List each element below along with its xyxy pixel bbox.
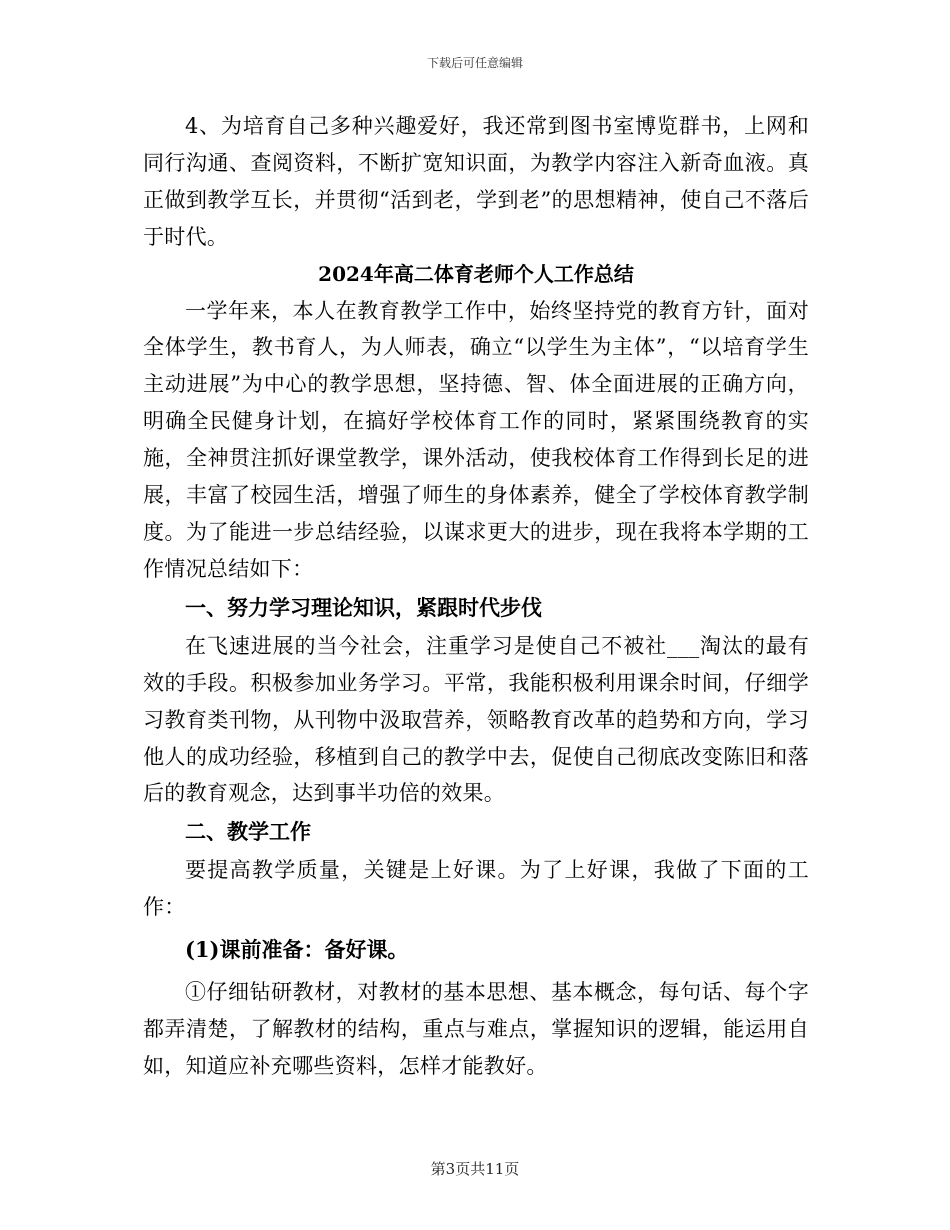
paragraph-learning: 在飞速进展的当今社会，注重学习是使自己不被社___淘汰的最有效的手段。积极参加业务学习。平常，我能积极利用课余时间，仔细学习教育类刊物，从刊物中汲取营养，领略教育改革的趋势和方向，学习他人的成功经验，移植到自己的教学中去，促使自己彻底改变陈旧和落后的教育观念，达到事半功倍的效果。 bbox=[143, 633, 809, 806]
page-number: 第3页共11页 bbox=[430, 1160, 520, 1178]
document-body bbox=[143, 108, 809, 1085]
paragraph-intro: 一学年来，本人在教育教学工作中，始终坚持党的教育方针，面对全体学生，教书育人，为人师表，确立“以学生为主体”，“以培育学生主动进展”为中心的教学思想，坚持德、智、体全面进展的正确方向，明确全民健身计划，在搞好学校体育工作的同时，紧紧围绕教育的实施，全神贯注抓好课堂教学，课外活动，使我校体育工作得到长足的进展，丰富了校园生活，增强了师生的身体素养，健全了学校体育教学制度。为了能进一步总结经验，以谋求更大的进步，现在我将本学期的工作情况总结如下： bbox=[143, 298, 809, 581]
section-heading-teaching: 二、教学工作 bbox=[185, 819, 311, 845]
page-header: 下载后可任意编辑 bbox=[426, 56, 523, 70]
document-title: 2024年高二体育老师个人工作总结 bbox=[318, 261, 634, 286]
paragraph-teaching-quality: 要提高教学质量，关键是上好课。为了上好课，我做了下面的工作： bbox=[143, 858, 809, 920]
paragraph-interest-hobbies: 4、为培育自己多种兴趣爱好，我还常到图书室博览群书，上网和同行沟通、查阅资料，不断扩宽知识面，为教学内容注入新奇血液。真正做到教学互长，并贯彻“活到老，学到老”的思想精神，使自己不落后于时代。 bbox=[143, 114, 809, 249]
paragraph-study-materials: ①仔细钻研教材，对教材的基本思想、基本概念，每句话、每个字都弄清楚，了解教材的结构，重点与难点，掌握知识的逻辑，能运用自如，知道应补充哪些资料，怎样才能教好。 bbox=[143, 980, 809, 1078]
subsection-heading-lesson-prep: (1)课前准备：备好课。 bbox=[185, 937, 409, 963]
section-heading-theory: 一、努力学习理论知识，紧跟时代步伐 bbox=[185, 594, 542, 620]
